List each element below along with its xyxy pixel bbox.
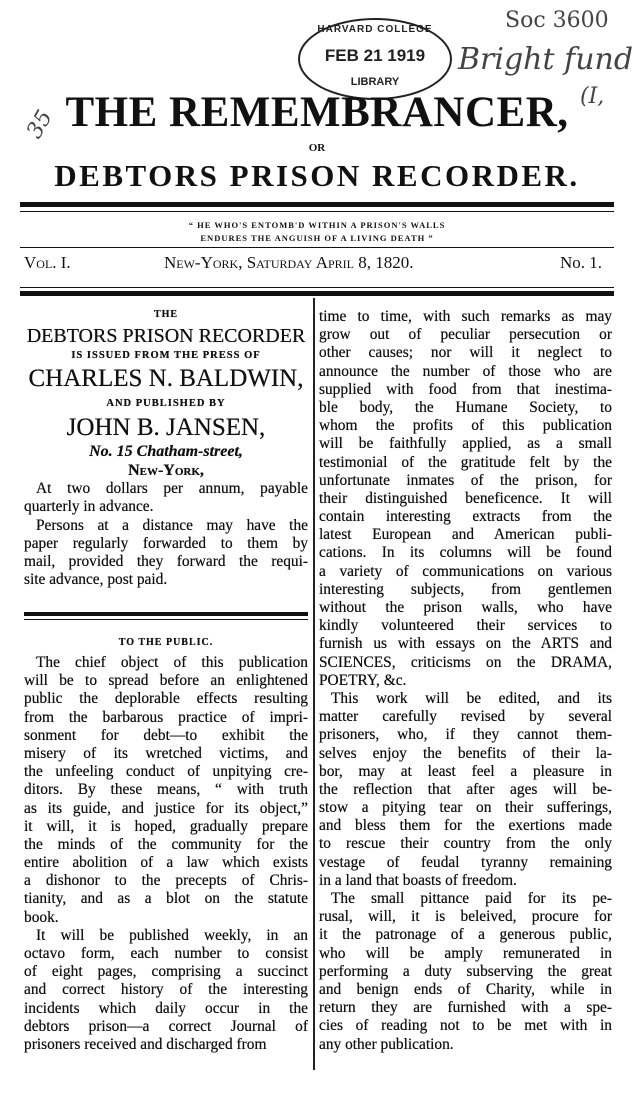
text-line: cies of reading not to be met with in [319,1017,612,1035]
text-line: time to time, with such remarks as may [319,308,612,325]
stamp-date: FEB 21 1919 [324,46,426,65]
text-line: misery of its wretched victims, and [24,744,308,762]
text-line: The small pittance paid for its pe- [331,890,612,908]
text-line: tianity, and as a blot on the statute [24,890,308,908]
text-line: vestage of feudal tyranny remaining [319,853,612,871]
text-line: performing a duty subserving the great [319,962,612,980]
text-line: SCIENCES, criticisms on the DRAMA, [319,653,612,671]
rule [20,211,614,212]
masthead-or: OR [308,142,326,154]
rule [20,291,614,296]
article-right-body [319,308,612,1054]
text-line: contain interesting extracts from the [319,508,612,526]
text-line: prisoners, who, if they cannot them- [319,726,612,744]
article-heading: TO THE PUBLIC. [118,637,214,648]
text-line: without the prison walls, who have [319,599,612,616]
text-line: will be to spread before an enlightened [24,672,308,690]
text-line: will be faithfully applied, as a small [319,435,612,453]
text-line: whom the profits of this publication [319,417,612,435]
text-line: public the deplorable effects resulting [24,690,308,708]
text-line: At two dollars per annum, payable [36,480,308,498]
rule [20,247,614,248]
volume: Vol. I. [24,253,71,272]
notice-issued: IS ISSUED FROM THE PRESS OF [71,350,261,362]
text-line: octavo form, each number to consist [24,945,308,963]
text-line: grow out of peculiar persecution or [319,326,612,344]
text-line: kindly volunteered their services to [319,617,612,635]
text-line: site advance, post paid. [24,571,168,589]
text-line: The chief object of this publication [36,654,308,671]
text-line: supplied with food from that inestima- [319,380,612,398]
notice-the: THE [153,309,179,320]
text-line: any other publication. [319,1035,454,1053]
text-line: it will, it is hoped, gradually prepare [24,817,308,835]
handwritten-note: Bright fund [458,42,634,77]
column-divider [313,298,315,1070]
text-line: interesting subjects, from gentlemen [319,580,612,598]
text-line: POETRY, &c. [319,671,407,689]
text-line: and bless them for the exertions made [319,817,612,835]
text-line: the reflection that after ages will be- [319,780,612,798]
text-line: sonment for debt—to exhibit the [24,726,308,744]
notice-city: New-York, [128,462,204,480]
text-line: ble body, the Humane Society, to [319,398,612,416]
text-line: who will be amply remunerated in [319,944,612,962]
text-line: in a land that boasts of freedom. [319,871,517,889]
text-line: as its guide, and justice for its object,” [24,799,308,817]
rule [24,619,308,620]
text-line: matter carefully revised by several [319,708,612,726]
text-line: prisoners received and discharged from [24,1035,267,1053]
notice-paper-name: DEBTORS PRISON RECORDER [26,325,306,348]
text-line: mail, provided they forward the requi- [24,552,308,570]
text-line: the minds of the community for the [24,835,308,853]
text-line: paper regularly forwarded to them by [24,534,308,552]
notice-body [24,480,308,589]
masthead-subtitle: DEBTORS PRISON RECORDER. [54,158,580,193]
rule [20,202,614,207]
text-line: furnish us with essays on the ARTS and [319,635,612,653]
text-line: This work will be edited, and its [331,689,612,707]
masthead-title: THE REMEMBRANCER, [65,89,569,136]
stamp-top: HARVARD COLLEGE [317,24,433,35]
text-line: a variety of communications on various [319,562,612,580]
motto-line-2: ENDURES THE ANGUISH OF A LIVING DEATH ” [200,233,434,243]
dateline: New-York, Saturday April 8, 1820. [164,253,414,272]
text-line: other causes; nor will it neglect to [319,344,612,362]
text-line: Persons at a distance may have the [36,516,308,534]
text-line: their distinguished beneficence. It will [319,489,612,507]
issue-number: No. 1. [560,253,603,272]
text-line: debtors prison—a correct Journal of [24,1017,308,1035]
text-line: rusal, will, it is beleived, procure for [319,908,612,926]
text-line: a dishonor to the precepts of Chris- [24,872,308,890]
text-line: stow a pitying tear on their sufferings, [319,799,612,817]
text-line: return they are furnished with a spe- [319,999,612,1017]
text-line: from the barbarous practice of impri- [24,708,308,726]
notice-published: AND PUBLISHED BY [106,398,226,410]
text-line: and benign ends of Charity, while in [319,980,612,998]
text-line: quarterly in advance. [24,498,154,516]
text-line: ditors. By these means, “ with truth [24,781,308,799]
article-left-body [24,654,308,1054]
text-line: and correct history of the interesting [24,981,308,999]
stamp-bottom: LIBRARY [350,76,400,88]
rule [24,612,308,616]
text-line: to rescue their country from the only [319,835,612,853]
text-line: it the patronage of a generous public, [319,926,612,944]
text-line: unfortunate inmates of the prison, for [319,471,612,489]
handwritten-note-2: (I, [580,84,605,109]
text-line: entire abolition of a law which exists [24,854,308,872]
notice-publisher: JOHN B. JANSEN, [66,414,266,442]
text-line: announce the number of those who are [319,362,612,380]
notice-address: No. 15 Chatham-street, [89,443,243,461]
text-line: incidents which daily occur in the [24,999,308,1017]
text-line: cations. In its columns will be found [319,544,612,562]
text-line: book. [24,908,59,926]
text-line: It will be published weekly, in an [36,926,308,944]
article-right-column [319,308,612,1054]
article-left-column [24,632,308,1054]
text-line: bor, may at least feel a pleasure in [319,762,612,780]
text-line: the unfeeling conduct of unpitying cre- [24,763,308,781]
text-line: of eight pages, comprising a succinct [24,963,308,981]
motto-line-1: “ HE WHO'S ENTOMB'D WITHIN A PRISON'S WALLS [188,220,446,230]
text-line: selves enjoy the benefits of their la- [319,744,612,762]
text-line: latest European and American publi- [319,526,612,544]
rule [20,287,614,288]
handwritten-call-number: Soc 3600 [505,8,609,33]
text-line: testimonial of the gratitude felt by the [319,453,612,471]
publication-notice [24,306,308,589]
handwritten-margin: 35 [22,106,58,143]
notice-printer: CHARLES N. BALDWIN, [28,365,304,393]
